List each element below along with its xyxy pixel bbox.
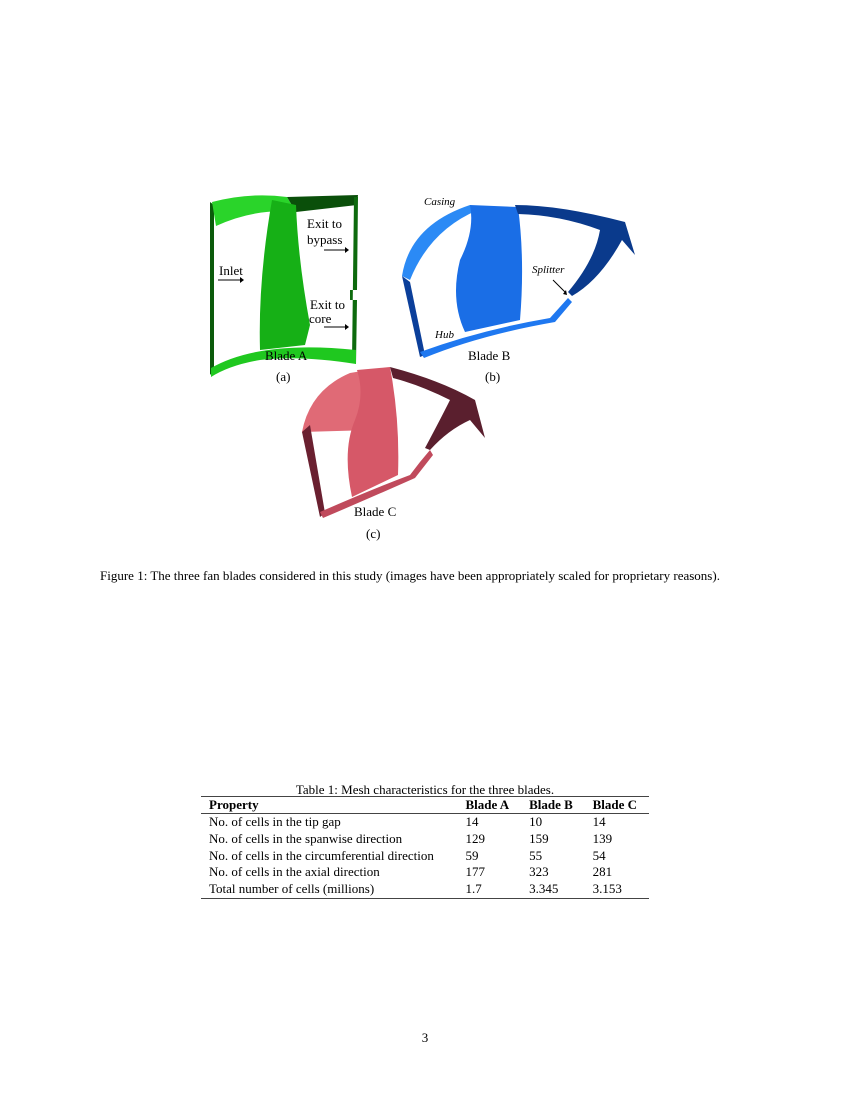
col-header: Property xyxy=(201,797,457,814)
value-cell: 54 xyxy=(592,847,606,863)
exit-bypass-label-line1: Exit to xyxy=(307,216,343,231)
splitter-label: Splitter xyxy=(532,264,565,276)
blade-c-title: Blade C xyxy=(354,504,397,519)
property-cell: No. of cells in the spanwise direction xyxy=(209,830,403,846)
col-header: Blade A xyxy=(457,797,521,814)
exit-bypass-label-line2: bypass xyxy=(307,232,343,247)
mesh-table xyxy=(201,796,649,899)
exit-core-label-line2: core xyxy=(309,311,332,326)
value-cell: 129 xyxy=(465,830,485,846)
hub-label: Hub xyxy=(435,329,454,341)
value-cell: 10 xyxy=(529,814,543,829)
col-header: Blade C xyxy=(585,797,649,814)
subfigure-b-label: (b) xyxy=(485,369,501,384)
property-cell: No. of cells in the axial direction xyxy=(209,864,380,880)
property-cell: Total number of cells (millions) xyxy=(209,881,375,897)
exit-core-label-line1: Exit to xyxy=(310,297,346,312)
property-cell: No. of cells in the circumferential direction xyxy=(209,847,434,863)
table-caption: Table 1: Mesh characteristics for the three blades. xyxy=(295,782,555,797)
value-cell: 1.7 xyxy=(465,881,482,897)
value-cell: 3.153 xyxy=(592,881,622,897)
value-cell: 14 xyxy=(465,814,479,829)
col-header: Blade B xyxy=(521,797,585,814)
blade-a-title: Blade A xyxy=(265,348,308,363)
inlet-label: Inlet xyxy=(219,263,243,278)
page-number: 3 xyxy=(421,1030,429,1045)
table-row xyxy=(201,864,649,881)
value-cell: 55 xyxy=(529,847,543,863)
value-cell: 281 xyxy=(592,864,613,880)
value-cell: 323 xyxy=(529,864,549,880)
casing-label: Casing xyxy=(424,196,456,208)
table-row xyxy=(201,831,649,848)
figure-caption: Figure 1: The three fan blades considered in this study (images have been appropriately scaled for proprietary reasons). xyxy=(100,568,720,583)
property-cell: No. of cells in the tip gap xyxy=(209,814,341,829)
blade-c-image xyxy=(302,367,485,518)
table-row xyxy=(201,814,649,831)
table-row xyxy=(201,848,649,865)
value-cell: 139 xyxy=(592,830,613,846)
value-cell: 14 xyxy=(592,814,606,829)
value-cell: 59 xyxy=(465,847,479,863)
subfigure-c-label: (c) xyxy=(366,526,381,541)
table-row xyxy=(201,881,649,898)
subfigure-a-label: (a) xyxy=(276,369,291,384)
table-header-row xyxy=(201,797,649,814)
value-cell: 159 xyxy=(529,830,549,846)
value-cell: 177 xyxy=(465,864,485,880)
blade-b-title: Blade B xyxy=(468,348,511,363)
value-cell: 3.345 xyxy=(529,881,559,897)
